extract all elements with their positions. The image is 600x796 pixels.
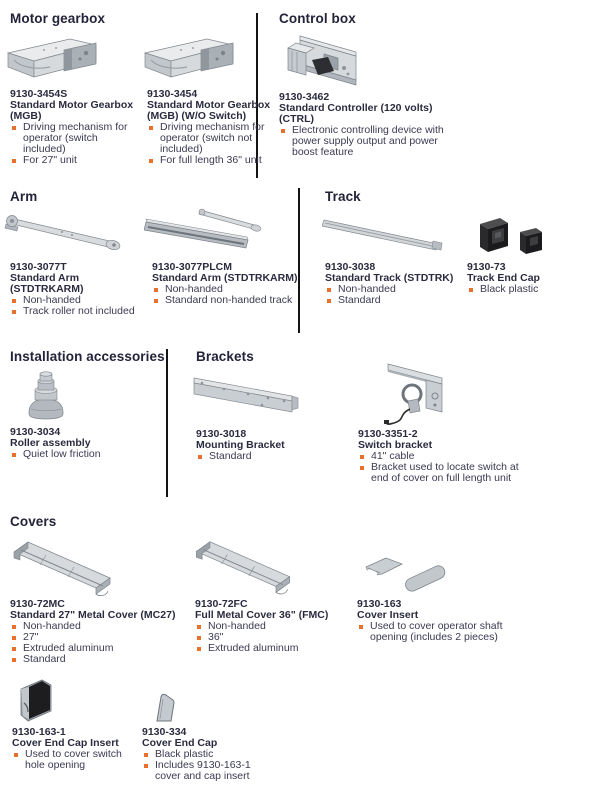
section-title-arm: Arm bbox=[10, 189, 38, 204]
feature-list bbox=[195, 621, 357, 654]
bullet-square-icon bbox=[154, 288, 158, 292]
part-number: 9130-3034 bbox=[10, 426, 61, 438]
bullet-square-icon bbox=[149, 159, 153, 163]
part-number: 9130-3454 bbox=[147, 88, 198, 100]
part-number: 9130-3351-2 bbox=[358, 428, 418, 440]
cover-end-cap-insert-image bbox=[16, 678, 56, 724]
metal-cover-image bbox=[10, 534, 112, 604]
bullet-square-icon bbox=[281, 129, 285, 133]
product-name: Roller assembly bbox=[10, 437, 91, 449]
product-item-9130-163-1 bbox=[12, 727, 134, 771]
product-name: Standard Controller (120 volts) (CTRL) bbox=[279, 102, 433, 125]
part-number: 9130-163 bbox=[357, 598, 402, 610]
feature-item: Non-handed bbox=[10, 295, 148, 306]
feature-item: Extruded aluminum bbox=[10, 643, 190, 654]
part-number: 9130-3077PLCM bbox=[152, 261, 232, 273]
bullet-square-icon bbox=[360, 455, 364, 459]
product-item-9130-334 bbox=[142, 727, 275, 782]
standard-arm-image bbox=[2, 210, 124, 258]
feature-item: Standard bbox=[325, 295, 467, 306]
bullet-square-icon bbox=[359, 625, 363, 629]
feature-list bbox=[325, 284, 467, 306]
product-name: Cover Insert bbox=[357, 609, 419, 621]
product-item-9130-72FC bbox=[195, 599, 357, 654]
feature-item: Non-handed bbox=[10, 621, 190, 632]
feature-item: Non-handed bbox=[195, 621, 357, 632]
product-name: Cover End Cap Insert bbox=[12, 737, 119, 749]
section-title-control-box: Control box bbox=[279, 11, 356, 26]
bullet-square-icon bbox=[12, 310, 16, 314]
bullet-square-icon bbox=[154, 299, 158, 303]
feature-item: 27" bbox=[10, 632, 190, 643]
bullet-square-icon bbox=[197, 647, 201, 651]
bullet-square-icon bbox=[12, 647, 16, 651]
cover-end-cap-image bbox=[150, 691, 180, 725]
feature-item: Includes 9130-163-1 cover and cap insert bbox=[142, 760, 275, 782]
bullet-square-icon bbox=[12, 159, 16, 163]
motor-gearbox-image bbox=[143, 36, 235, 88]
feature-list bbox=[152, 284, 317, 306]
mounting-bracket-image bbox=[192, 370, 300, 418]
product-item-9130-163 bbox=[357, 599, 529, 643]
feature-item: Non-handed bbox=[325, 284, 467, 295]
bullet-square-icon bbox=[360, 466, 364, 470]
bullet-square-icon bbox=[12, 126, 16, 130]
part-number: 9130-3454S bbox=[10, 88, 68, 100]
bullet-square-icon bbox=[12, 453, 16, 457]
part-number: 9130-3077T bbox=[10, 261, 67, 273]
feature-list bbox=[279, 125, 445, 158]
feature-item: Standard bbox=[10, 654, 190, 665]
bullet-square-icon bbox=[12, 299, 16, 303]
feature-item: Black plastic bbox=[142, 749, 275, 760]
product-name: Standard Arm (STDTRKARM) bbox=[10, 272, 84, 295]
product-item-9130-3018 bbox=[196, 429, 331, 462]
product-item-9130-3454S bbox=[10, 89, 140, 166]
feature-item: Driving mechanism for operator (switch not included) bbox=[147, 122, 273, 155]
feature-list bbox=[10, 122, 140, 166]
product-item-9130-3077T bbox=[10, 262, 148, 317]
product-name: Standard Motor Gearbox (MGB) bbox=[10, 99, 134, 122]
motor-gearbox-image bbox=[6, 36, 98, 88]
product-name: Mounting Bracket bbox=[196, 439, 285, 451]
cover-insert-image bbox=[358, 554, 446, 594]
feature-item: For full length 36" unit bbox=[147, 155, 273, 166]
feature-list bbox=[142, 749, 275, 782]
feature-item: Standard bbox=[196, 451, 331, 462]
metal-cover-image bbox=[192, 534, 292, 602]
switch-bracket-image bbox=[384, 358, 450, 428]
roller-assembly-image bbox=[26, 368, 66, 420]
feature-list bbox=[147, 122, 273, 166]
bullet-square-icon bbox=[144, 764, 148, 768]
bullet-square-icon bbox=[197, 636, 201, 640]
feature-list bbox=[357, 621, 529, 643]
feature-list bbox=[10, 621, 190, 665]
arm-with-track-image bbox=[144, 206, 264, 254]
feature-item: Standard non-handed track bbox=[152, 295, 317, 306]
part-number: 9130-163-1 bbox=[12, 726, 66, 738]
feature-list bbox=[358, 451, 536, 484]
product-name: Cover End Cap bbox=[142, 737, 218, 749]
feature-item: Extruded aluminum bbox=[195, 643, 357, 654]
track-end-caps-image bbox=[474, 214, 550, 258]
part-number: 9130-72FC bbox=[195, 598, 248, 610]
product-item-9130-3454 bbox=[147, 89, 273, 166]
track-image bbox=[322, 212, 444, 256]
feature-list bbox=[10, 449, 155, 460]
feature-item: Electronic controlling device with power supply output and power boost feature bbox=[279, 125, 445, 158]
feature-item: Black plastic bbox=[467, 284, 579, 295]
product-item-9130-3351-2 bbox=[358, 429, 536, 484]
feature-item: 41" cable bbox=[358, 451, 536, 462]
product-item-9130-3077PLCM bbox=[152, 262, 317, 306]
part-number: 9130-72MC bbox=[10, 598, 65, 610]
product-name: Standard Arm (STDTRKARM) bbox=[152, 272, 298, 284]
part-number: 9130-3038 bbox=[325, 261, 376, 273]
product-name: Full Metal Cover 36" (FMC) bbox=[195, 609, 329, 621]
feature-item: 36" bbox=[195, 632, 357, 643]
product-item-9130-3038 bbox=[325, 262, 467, 306]
bullet-square-icon bbox=[12, 625, 16, 629]
product-item-9130-3462 bbox=[279, 92, 445, 158]
bullet-square-icon bbox=[198, 455, 202, 459]
feature-item: For 27" unit bbox=[10, 155, 140, 166]
product-item-9130-72MC bbox=[10, 599, 190, 665]
feature-item: Driving mechanism for operator (switch included) bbox=[10, 122, 140, 155]
section-title-covers: Covers bbox=[10, 514, 57, 529]
feature-list bbox=[196, 451, 331, 462]
feature-list bbox=[467, 284, 579, 295]
part-number: 9130-3462 bbox=[279, 91, 330, 103]
feature-list bbox=[10, 295, 148, 317]
section-title-track: Track bbox=[325, 189, 361, 204]
feature-item: Used to cover switch hole opening bbox=[12, 749, 134, 771]
product-name: Standard 27" Metal Cover (MC27) bbox=[10, 609, 176, 621]
feature-list bbox=[12, 749, 134, 771]
feature-item: Track roller not included bbox=[10, 306, 148, 317]
section-title-installation-accessories: Installation accessories bbox=[10, 349, 165, 364]
divider-line bbox=[298, 188, 300, 333]
feature-item: Used to cover operator shaft opening (includes 2 pieces) bbox=[357, 621, 529, 643]
section-title-motor-gearbox: Motor gearbox bbox=[10, 11, 106, 26]
bullet-square-icon bbox=[12, 658, 16, 662]
controller-image bbox=[284, 32, 362, 94]
divider-line bbox=[166, 349, 168, 497]
part-number: 9130-334 bbox=[142, 726, 187, 738]
bullet-square-icon bbox=[469, 288, 473, 292]
bullet-square-icon bbox=[149, 126, 153, 130]
bullet-square-icon bbox=[12, 636, 16, 640]
product-name: Switch bracket bbox=[358, 439, 433, 451]
bullet-square-icon bbox=[327, 288, 331, 292]
bullet-square-icon bbox=[14, 753, 18, 757]
product-item-9130-73 bbox=[467, 262, 579, 295]
bullet-square-icon bbox=[327, 299, 331, 303]
product-name: Track End Cap bbox=[467, 272, 540, 284]
product-item-9130-3034 bbox=[10, 427, 155, 460]
part-number: 9130-3018 bbox=[196, 428, 247, 440]
section-title-brackets: Brackets bbox=[196, 349, 254, 364]
bullet-square-icon bbox=[197, 625, 201, 629]
feature-item: Non-handed bbox=[152, 284, 317, 295]
product-name: Standard Motor Gearbox (MGB) (W/O Switch) bbox=[147, 99, 271, 122]
feature-item: Bracket used to locate switch at end of cover on full length unit bbox=[358, 462, 536, 484]
product-name: Standard Track (STDTRK) bbox=[325, 272, 454, 284]
bullet-square-icon bbox=[144, 753, 148, 757]
feature-item: Quiet low friction bbox=[10, 449, 155, 460]
part-number: 9130-73 bbox=[467, 261, 506, 273]
